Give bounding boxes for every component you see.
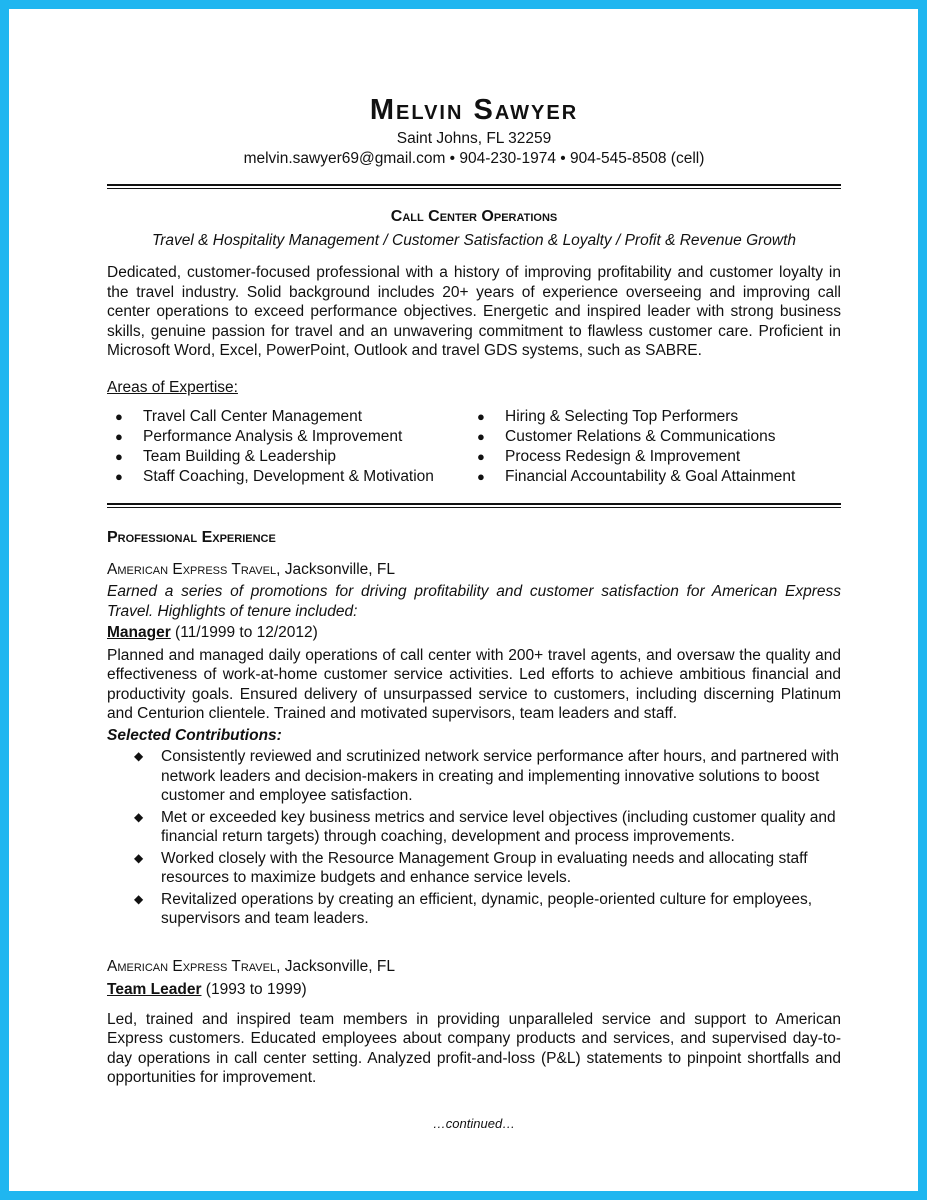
list-item-text: Process Redesign & Improvement (505, 448, 741, 465)
list-item (469, 407, 841, 427)
list-item (469, 427, 841, 447)
bullet-icon: ● (477, 469, 485, 484)
list-item-text: Customer Relations & Communications (505, 428, 776, 445)
list-item-text: Revitalized operations by creating an efficient, dynamic, people-oriented culture for employees, supervisors and team leaders. (161, 890, 813, 927)
list-item-text: Performance Analysis & Improvement (143, 428, 403, 445)
bullet-icon: ● (477, 429, 485, 444)
bullet-icon: ● (115, 469, 123, 484)
employer-name: American Express Travel (107, 560, 277, 578)
areas-title: Areas of Expertise: (107, 378, 238, 396)
list-item (469, 467, 841, 487)
employer-location: , Jacksonville, FL (276, 957, 395, 975)
role-title: Team Leader (107, 981, 202, 998)
list-item-text: Financial Accountability & Goal Attainment (505, 468, 796, 485)
role-dates: (1993 to 1999) (201, 981, 307, 998)
list-item (107, 447, 469, 467)
contact-line: melvin.sawyer69@gmail.com • 904-230-1974 • 904-545-8508 (cell) (243, 149, 705, 167)
role-description: Planned and managed daily operations of call center with 200+ travel agents, and oversaw the quality and effectiveness of work-at-home customer service activities. Led efforts to achieve ambitious financial and productivity goals. Ensured delivery of unsurpassed service to customers, including discerning Platinum and Centurion clientele. Trained and motivated supervisors, team leaders and staff. (107, 646, 841, 722)
list-item-text: Team Building & Leadership (143, 448, 337, 465)
areas-left-list (107, 407, 469, 487)
list-item (107, 890, 841, 929)
bullet-icon: ● (115, 449, 123, 464)
summary-heading (107, 207, 841, 250)
summary-title: Call Center Operations (390, 208, 558, 225)
resume-page (107, 93, 841, 1133)
role-line (107, 980, 841, 1000)
list-item-text: Hiring & Selecting Top Performers (505, 408, 739, 425)
list-item-text: Staff Coaching, Development & Motivation (143, 468, 434, 485)
experience-title: Professional Experience (107, 529, 276, 546)
employer-name: American Express Travel (107, 957, 277, 975)
summary-tagline: Travel & Hospitality Management / Customer Satisfaction & Loyalty / Profit & Revenue Growth (151, 231, 797, 249)
diamond-bullet-icon: ◆ (134, 749, 144, 763)
list-item (469, 447, 841, 467)
role-title: Manager (107, 624, 171, 641)
role-description: Led, trained and inspired team members in providing unparalleled service and support to American Express customers. Educated employees about company products and services, and supervised day-to-day operations in call center setting. Analyzed profit-and-loss (P&L) statements to pinpoint shortfalls and opportunities for improvement. (107, 1010, 841, 1086)
list-item-text: Travel Call Center Management (143, 408, 363, 425)
divider (107, 184, 841, 189)
areas-of-expertise (107, 407, 841, 487)
list-item (107, 467, 469, 487)
divider (107, 503, 841, 508)
list-item (107, 407, 469, 427)
areas-right-list (469, 407, 841, 487)
contributions-list (107, 747, 841, 929)
list-item (107, 427, 469, 447)
diamond-bullet-icon: ◆ (134, 850, 144, 865)
summary-paragraph: Dedicated, customer-focused professional with a history of improving profitability and customer loyalty in the travel industry. Solid background includes 20+ years of experience overseeing and improving call center operations to exceed performance objectives. Energetic and inspired leader with strong business skills, genuine passion for travel and an unwavering commitment to flawless customer care. Proficient in Microsoft Word, Excel, PowerPoint, Outlook and travel GDS systems, such as SABRE. (107, 264, 841, 359)
diamond-bullet-icon: ◆ (134, 809, 144, 824)
address: Saint Johns, FL 32259 (396, 130, 552, 147)
list-item (107, 747, 841, 806)
bullet-icon: ● (477, 449, 485, 464)
job-intro: Earned a series of promotions for driving profitability and customer satisfaction for American Express Travel. Highlights of tenure included: (107, 583, 841, 620)
role-line (107, 623, 841, 643)
list-item (107, 808, 841, 847)
employer-location: , Jacksonville, FL (276, 560, 395, 578)
diamond-bullet-icon: ◆ (134, 891, 144, 906)
list-item-text: Consistently reviewed and scrutinized network service performance after hours, and partnered with network leaders and decision-makers in creating and implementing innovative solutions to boost customer and employee satisfaction. (161, 748, 840, 804)
resume-header (107, 93, 841, 168)
candidate-name: Melvin Sawyer (369, 94, 579, 126)
job-entry (107, 957, 841, 1088)
employer-line (107, 957, 841, 977)
bullet-icon: ● (115, 429, 123, 444)
list-item-text: Met or exceeded key business metrics and service level objectives (including customer quality and financial return targets) through coaching, development and process improvements. (161, 808, 836, 845)
list-item (107, 849, 841, 888)
role-dates: (11/1999 to 12/2012) (170, 624, 318, 641)
continued-note: …continued… (432, 1115, 516, 1131)
bullet-icon: ● (477, 409, 485, 424)
contributions-title: Selected Contributions: (107, 726, 282, 744)
employer-line (107, 560, 841, 580)
list-item-text: Worked closely with the Resource Management Group in evaluating needs and allocating staff resources to maximize budgets and enhance service levels. (161, 849, 808, 886)
bullet-icon: ● (115, 409, 123, 424)
job-entry (107, 560, 841, 929)
